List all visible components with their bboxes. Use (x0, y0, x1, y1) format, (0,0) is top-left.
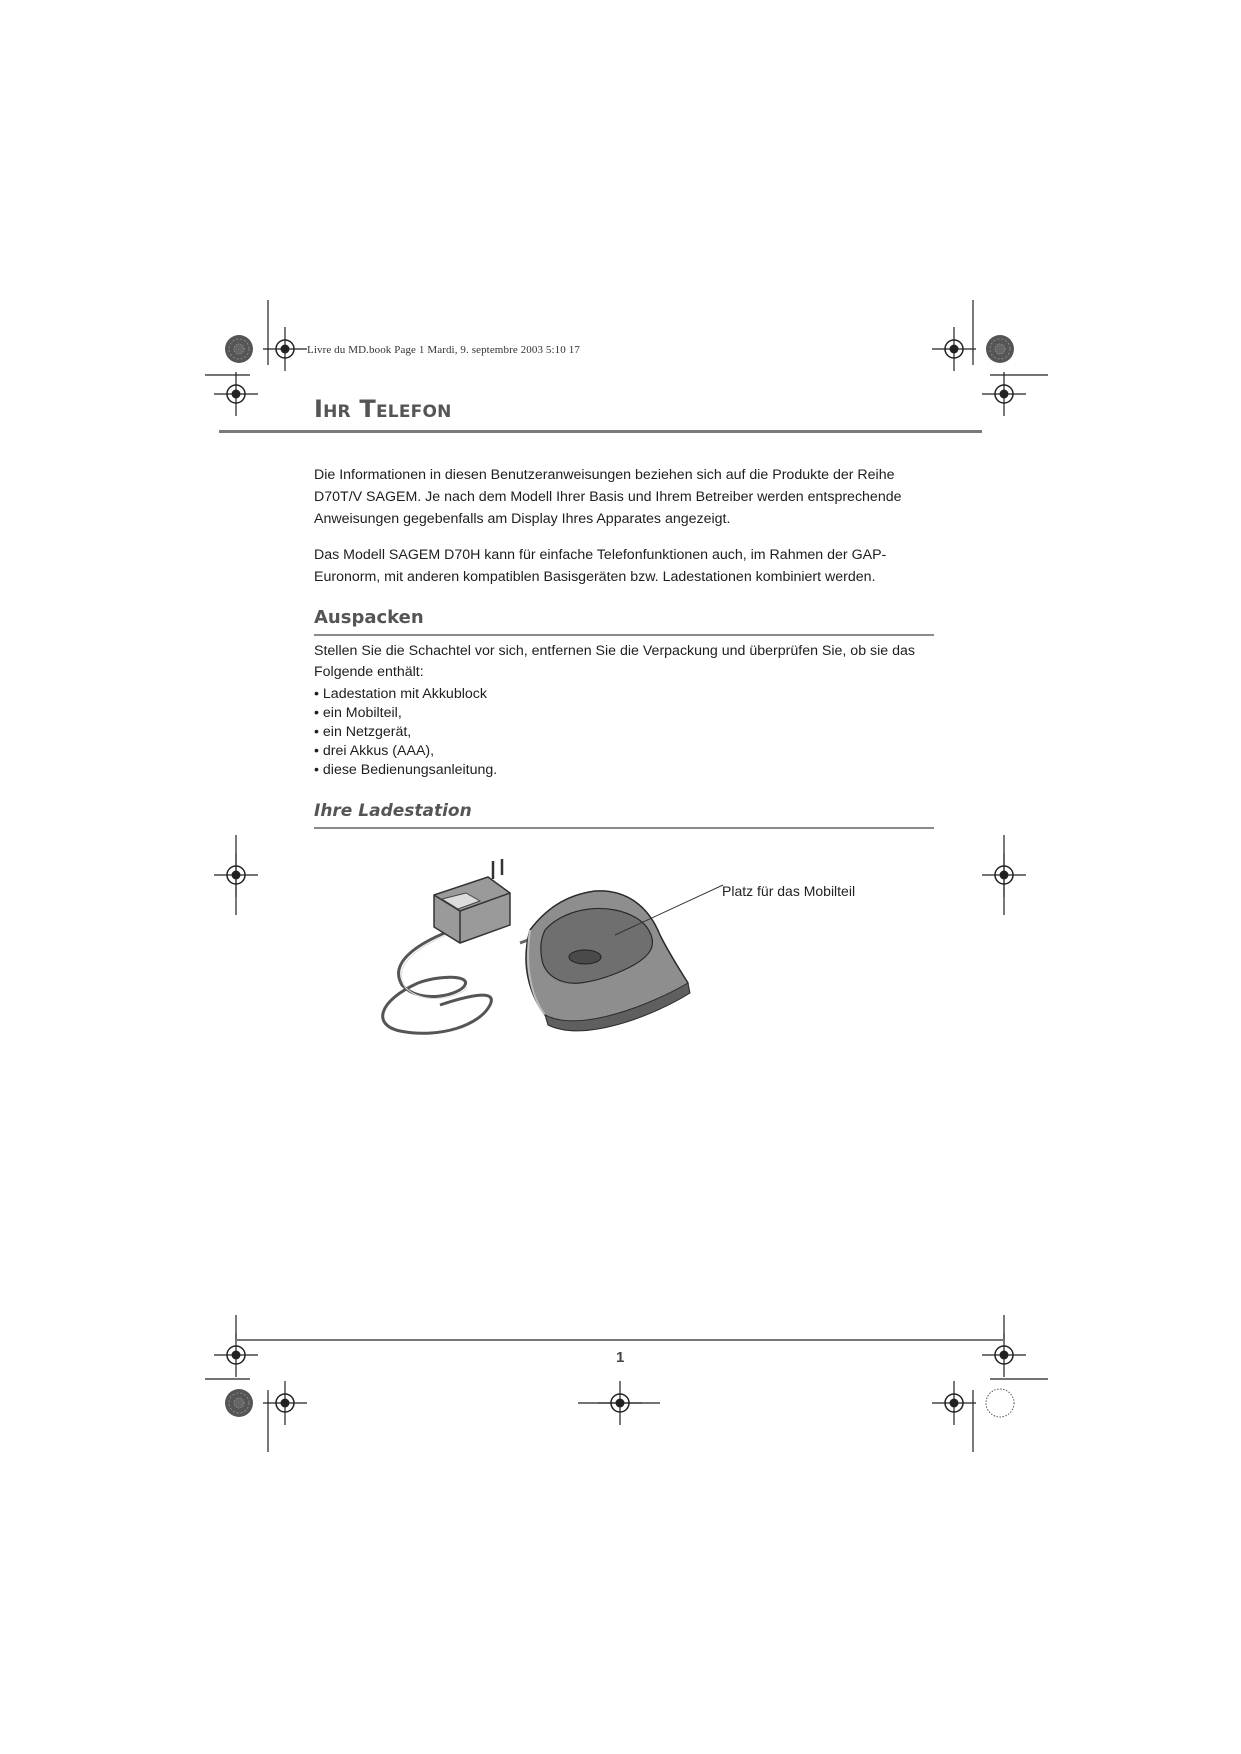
callout-handset-slot: Platz für das Mobilteil (722, 883, 856, 899)
color-target-icon (986, 1389, 1014, 1417)
color-target-icon (225, 1389, 253, 1417)
print-slug: Livre du MD.book Page 1 Mardi, 9. septembre 2003 5:10 17 (307, 344, 580, 356)
page-title: Ihr Telefon (314, 395, 452, 423)
list-item: • drei Akkus (AAA), (314, 743, 435, 759)
list-item: • ein Mobilteil, (314, 705, 402, 721)
charging-station-illustration (380, 855, 760, 1055)
list-item: • ein Netzgerät, (314, 724, 412, 740)
intro-paragraph-1: Die Informationen in diesen Benutzeranweisungen beziehen sich auf die Produkte der Reihe D70T/V SAGEM. Je nach dem Modell Ihrer Basis und Ihrem Betreiber werden entsprechende Anweisungen gegebenfalls am Display Ihres Apparates angezeigt. (314, 467, 902, 527)
section-rule (314, 827, 934, 829)
registration-mark-icon (214, 372, 258, 416)
contents-list (314, 685, 497, 780)
color-target-icon (986, 335, 1014, 363)
title-rule (219, 430, 982, 433)
section-rule (314, 634, 934, 636)
section-heading-ladestation: Ihre Ladestation (314, 801, 472, 821)
intro-paragraph-2: Das Modell SAGEM D70H kann für einfache Telefonfunktionen auch, im Rahmen der GAP-Euronorm, mit anderen kompatiblen Basisgeräten bzw. Ladestationen kombiniert werden. (314, 547, 887, 585)
registration-mark-icon (932, 327, 976, 371)
registration-mark-icon (263, 1381, 307, 1425)
unpacking-paragraph: Stellen Sie die Schachtel vor sich, entfernen Sie die Verpackung und überprüfen Sie, ob sie das Folgende enthält: (314, 643, 915, 680)
registration-mark-icon (982, 372, 1026, 416)
list-item: • Ladestation mit Akkublock (314, 686, 487, 702)
section-heading-auspacken: Auspacken (314, 607, 424, 628)
registration-mark-icon (932, 1381, 976, 1425)
page-number: 1 (616, 1349, 625, 1366)
color-target-icon (225, 335, 253, 363)
registration-mark-icon (263, 327, 307, 371)
list-item: • diese Bedienungsanleitung. (314, 762, 498, 778)
